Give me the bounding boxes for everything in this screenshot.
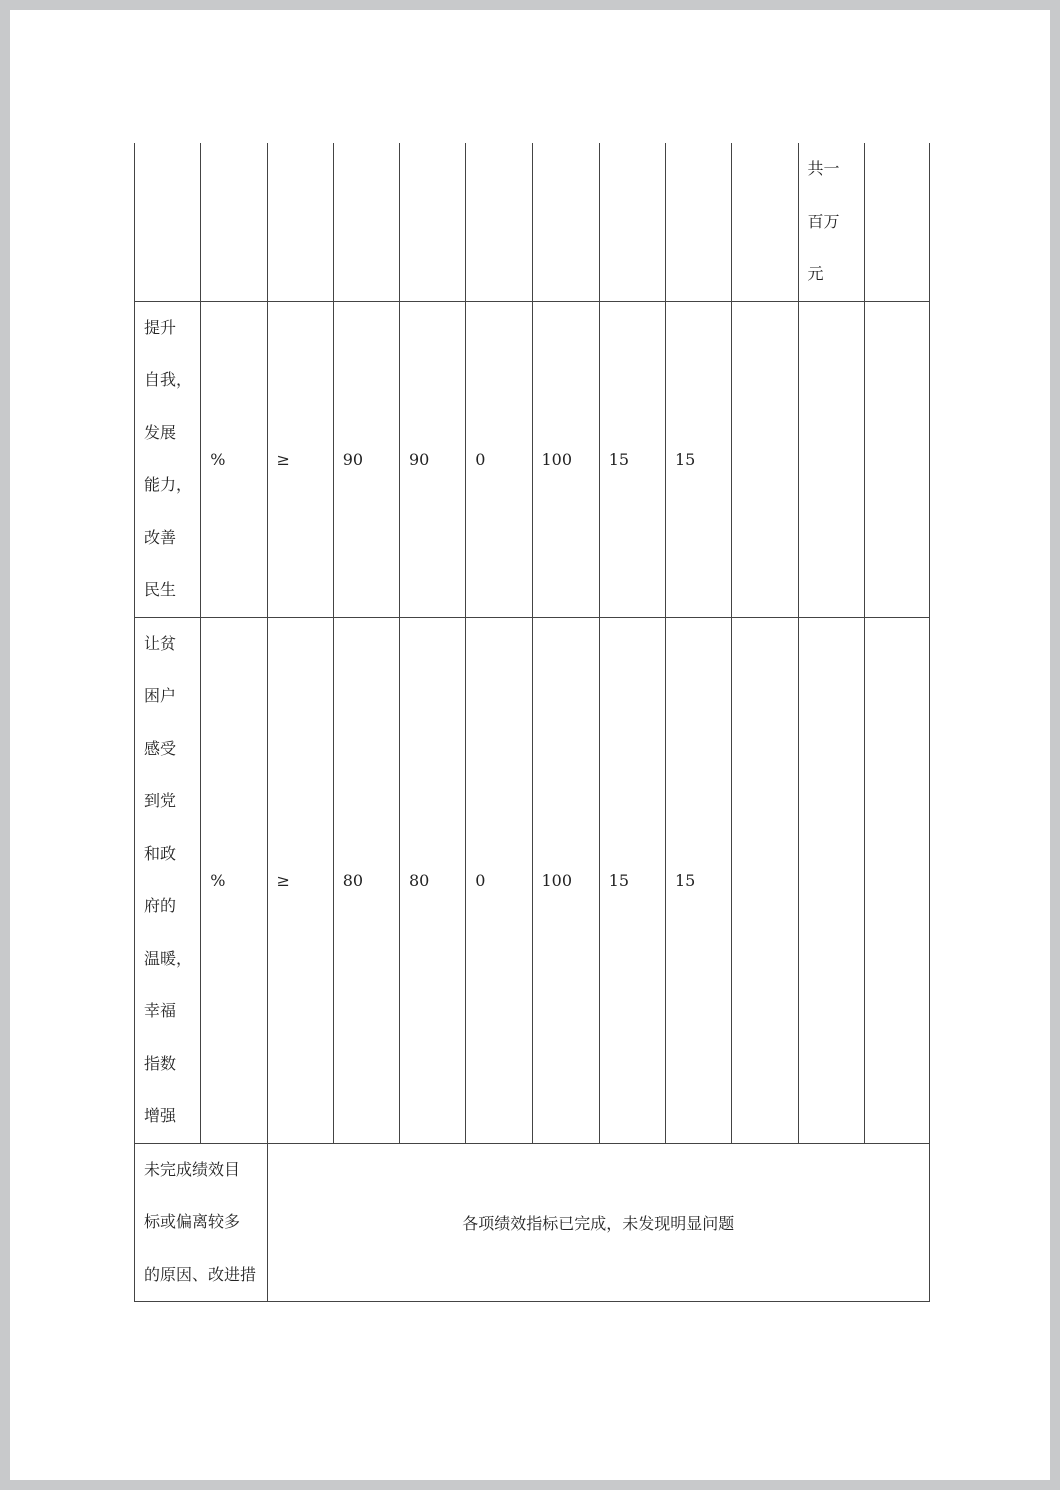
table-row-footer — [135, 1143, 930, 1302]
document-page — [10, 10, 1050, 1480]
indicator-line: 让贫 — [144, 633, 177, 653]
cell-indicator — [135, 301, 201, 617]
cell-deviation: 0 — [466, 301, 532, 617]
cell-indicator — [135, 617, 201, 1143]
cell-target-value: 90 — [333, 301, 399, 617]
cell-unit: % — [201, 617, 267, 1143]
indicator-line: 到党 — [144, 791, 177, 810]
indicator-line: 增强 — [144, 1106, 177, 1125]
table-row-continuation — [135, 143, 930, 301]
cell-empty — [732, 617, 798, 1143]
indicator-line: 民生 — [144, 580, 177, 599]
cell-weight: 15 — [599, 301, 665, 617]
cell-empty — [135, 143, 201, 301]
cell-empty — [333, 143, 399, 301]
cell-empty — [267, 143, 333, 301]
cell-completion-rate: 100 — [532, 301, 599, 617]
cell-empty — [599, 143, 665, 301]
cell-completion-rate: 100 — [532, 617, 599, 1143]
cell-empty — [400, 143, 466, 301]
indicator-line: 和政 — [144, 843, 177, 863]
footer-label-line: 标或偏离较多 — [144, 1212, 241, 1231]
indicator-line: 困户 — [144, 686, 177, 705]
cell-empty — [864, 617, 929, 1143]
indicator-line: 提升 — [144, 317, 177, 337]
indicator-line: 改善 — [144, 527, 177, 547]
cell-empty — [798, 301, 864, 617]
cell-deviation: 0 — [466, 617, 532, 1143]
cell-empty — [798, 617, 864, 1143]
cell-unit: % — [201, 301, 267, 617]
note-line: 元 — [807, 264, 824, 283]
table-row — [135, 301, 930, 617]
cell-operator: ≥ — [267, 301, 333, 617]
cell-note — [798, 143, 864, 301]
cell-score: 15 — [666, 617, 732, 1143]
footer-label-line: 未完成绩效目 — [144, 1159, 241, 1179]
cell-empty — [201, 143, 267, 301]
indicator-line: 温暖， — [144, 948, 193, 968]
cell-empty — [864, 143, 929, 301]
footer-label-line: 的原因、改进措 — [144, 1264, 257, 1284]
cell-actual-value: 90 — [400, 301, 466, 617]
cell-empty — [532, 143, 599, 301]
cell-empty — [466, 143, 532, 301]
indicator-line: 指数 — [144, 1053, 177, 1073]
indicator-line: 府的 — [144, 896, 177, 915]
cell-target-value: 80 — [333, 617, 399, 1143]
cell-footer-content: 各项绩效指标已完成，未发现明显问题 — [267, 1143, 930, 1302]
indicator-line: 感受 — [144, 738, 177, 758]
cell-weight: 15 — [599, 617, 665, 1143]
cell-empty — [864, 301, 929, 617]
indicator-line: 自我， — [144, 370, 193, 389]
cell-empty — [732, 301, 798, 617]
cell-empty — [666, 143, 732, 301]
cell-actual-value: 80 — [400, 617, 466, 1143]
performance-table — [134, 143, 930, 1302]
table-row — [135, 617, 930, 1143]
cell-operator: ≥ — [267, 617, 333, 1143]
cell-score: 15 — [666, 301, 732, 617]
note-line: 共一 — [807, 159, 840, 178]
note-line: 百万 — [807, 211, 840, 231]
indicator-line: 能力， — [144, 475, 193, 494]
indicator-line: 幸福 — [144, 1001, 177, 1020]
cell-footer-label — [135, 1143, 268, 1302]
indicator-line: 发展 — [144, 422, 177, 442]
cell-empty — [732, 143, 798, 301]
